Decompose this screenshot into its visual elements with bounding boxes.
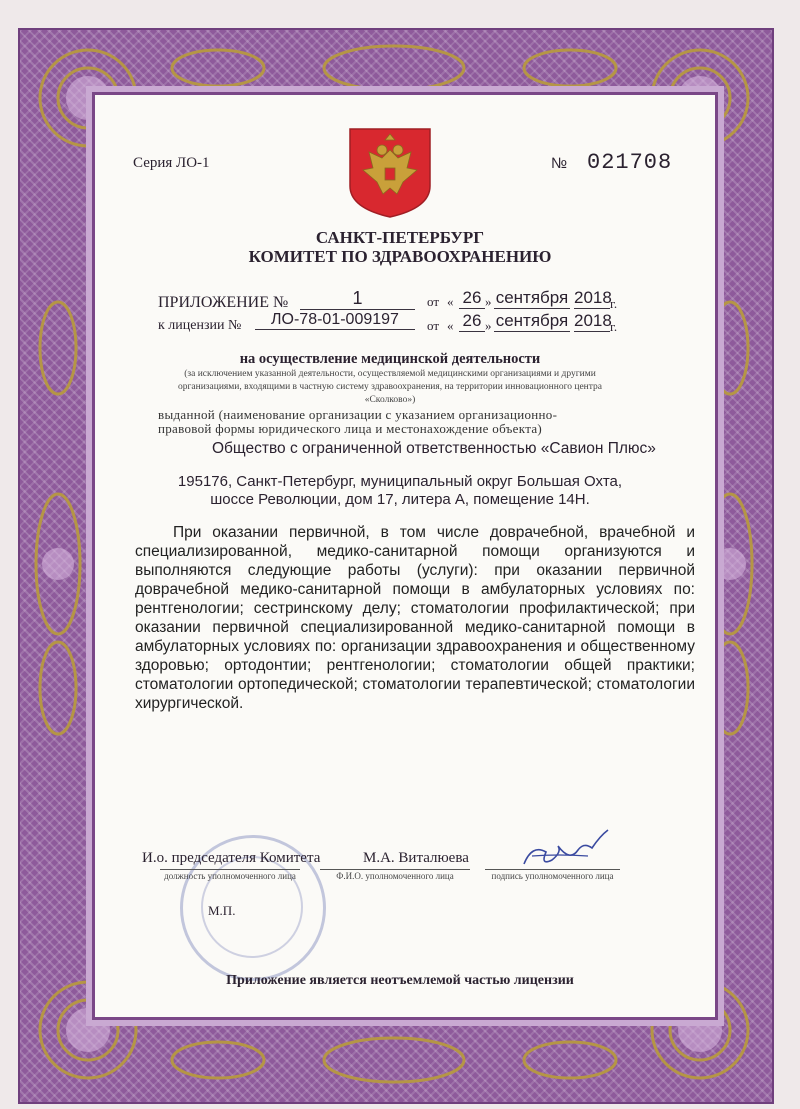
activity-note-line-3: «Сколково») <box>364 395 416 405</box>
handwritten-signature-icon <box>518 826 613 874</box>
appendix-day: 26 <box>459 288 485 309</box>
footer-note: Приложение является неотъемлемой частью лицензии <box>226 973 574 988</box>
appendix-number: 1 <box>300 288 415 310</box>
organization-address-line-1: 195176, Санкт-Петербург, муниципальный округ Большая Охта, <box>177 473 623 490</box>
issued-to-line-1: выданной (наименование организации с указанием организационно- <box>158 407 558 422</box>
license-quote-close: » <box>485 318 492 333</box>
organization-address-line-2: шоссе Революции, дом 17, литера А, помещение 14Н. <box>210 491 590 508</box>
signer-name: М.А. Виталюева <box>363 850 469 866</box>
license-year: 2018 <box>574 311 612 330</box>
appendix-year-suffix: г. <box>610 296 618 311</box>
certificate-number: 021708 <box>587 150 673 175</box>
name-underline <box>320 869 470 870</box>
activity-note-line-1: (за исключением указанной деятельности, осуществляемой медицинскими организациями и другими <box>184 369 596 379</box>
position-caption: должность уполномоченного лица <box>164 871 296 881</box>
activity-heading: на осуществление медицинской деятельности <box>239 351 541 367</box>
license-number: ЛО-78-01-009197 <box>255 311 415 330</box>
number-sign: № <box>551 155 568 172</box>
appendix-label: ПРИЛОЖЕНИЕ № <box>158 294 289 311</box>
appendix-year: 2018 <box>574 288 612 307</box>
position-underline <box>160 869 300 870</box>
series-label: Серия ЛО-1 <box>133 155 210 171</box>
name-caption: Ф.И.О. уполномоченного лица <box>336 871 454 881</box>
appendix-month: сентября <box>495 288 569 307</box>
title-city: САНКТ-ПЕТЕРБУРГ <box>315 228 485 247</box>
activity-note-line-2: организациями, входящими в частную систему здравоохранения, на территории инновационного центра <box>178 382 602 392</box>
license-from: от <box>427 318 440 333</box>
title-committee: КОМИТЕТ ПО ЗДРАВООХРАНЕНИЮ <box>248 247 552 266</box>
appendix-from: от <box>427 294 440 309</box>
signature-caption: подпись уполномоченного лица <box>491 871 614 881</box>
coat-of-arms-icon <box>349 128 431 218</box>
license-month: сентября <box>495 311 569 330</box>
appendix-quote-open: « <box>447 294 454 309</box>
license-label: к лицензии № <box>158 318 242 333</box>
issued-to-line-2: правовой формы юридического лица и местонахождение объекта) <box>158 421 543 436</box>
mp-label: М.П. <box>208 903 236 918</box>
organization-name: Общество с ограниченной ответственностью «Савион Плюс» <box>212 440 656 457</box>
appendix-quote-close: » <box>485 294 492 309</box>
license-year-suffix: г. <box>610 319 618 334</box>
services-paragraph: При оказании первичной, в том числе доврачебной, врачебной и специализированной, медико-санитарной помощи организуются и выполняются следующие работы (услуги): при оказании первичной доврачебной медико-санитарной помощи в амбулаторных условиях по: рентгенологии; сестринскому делу; стоматологии профилактической; при оказании первичной специализированной медико-санитарной помощи в амбулаторных условиях по: организации здравоохранения и общественному здоровью; ортодонтии; рентгенологии; стоматологии общей практики; стоматологии ортопедической; стоматологии терапевтической; стоматологии хирургической. <box>135 524 695 712</box>
license-quote-open: « <box>447 318 454 333</box>
license-day: 26 <box>459 311 485 332</box>
signer-position: И.о. председателя Комитета <box>142 850 321 866</box>
